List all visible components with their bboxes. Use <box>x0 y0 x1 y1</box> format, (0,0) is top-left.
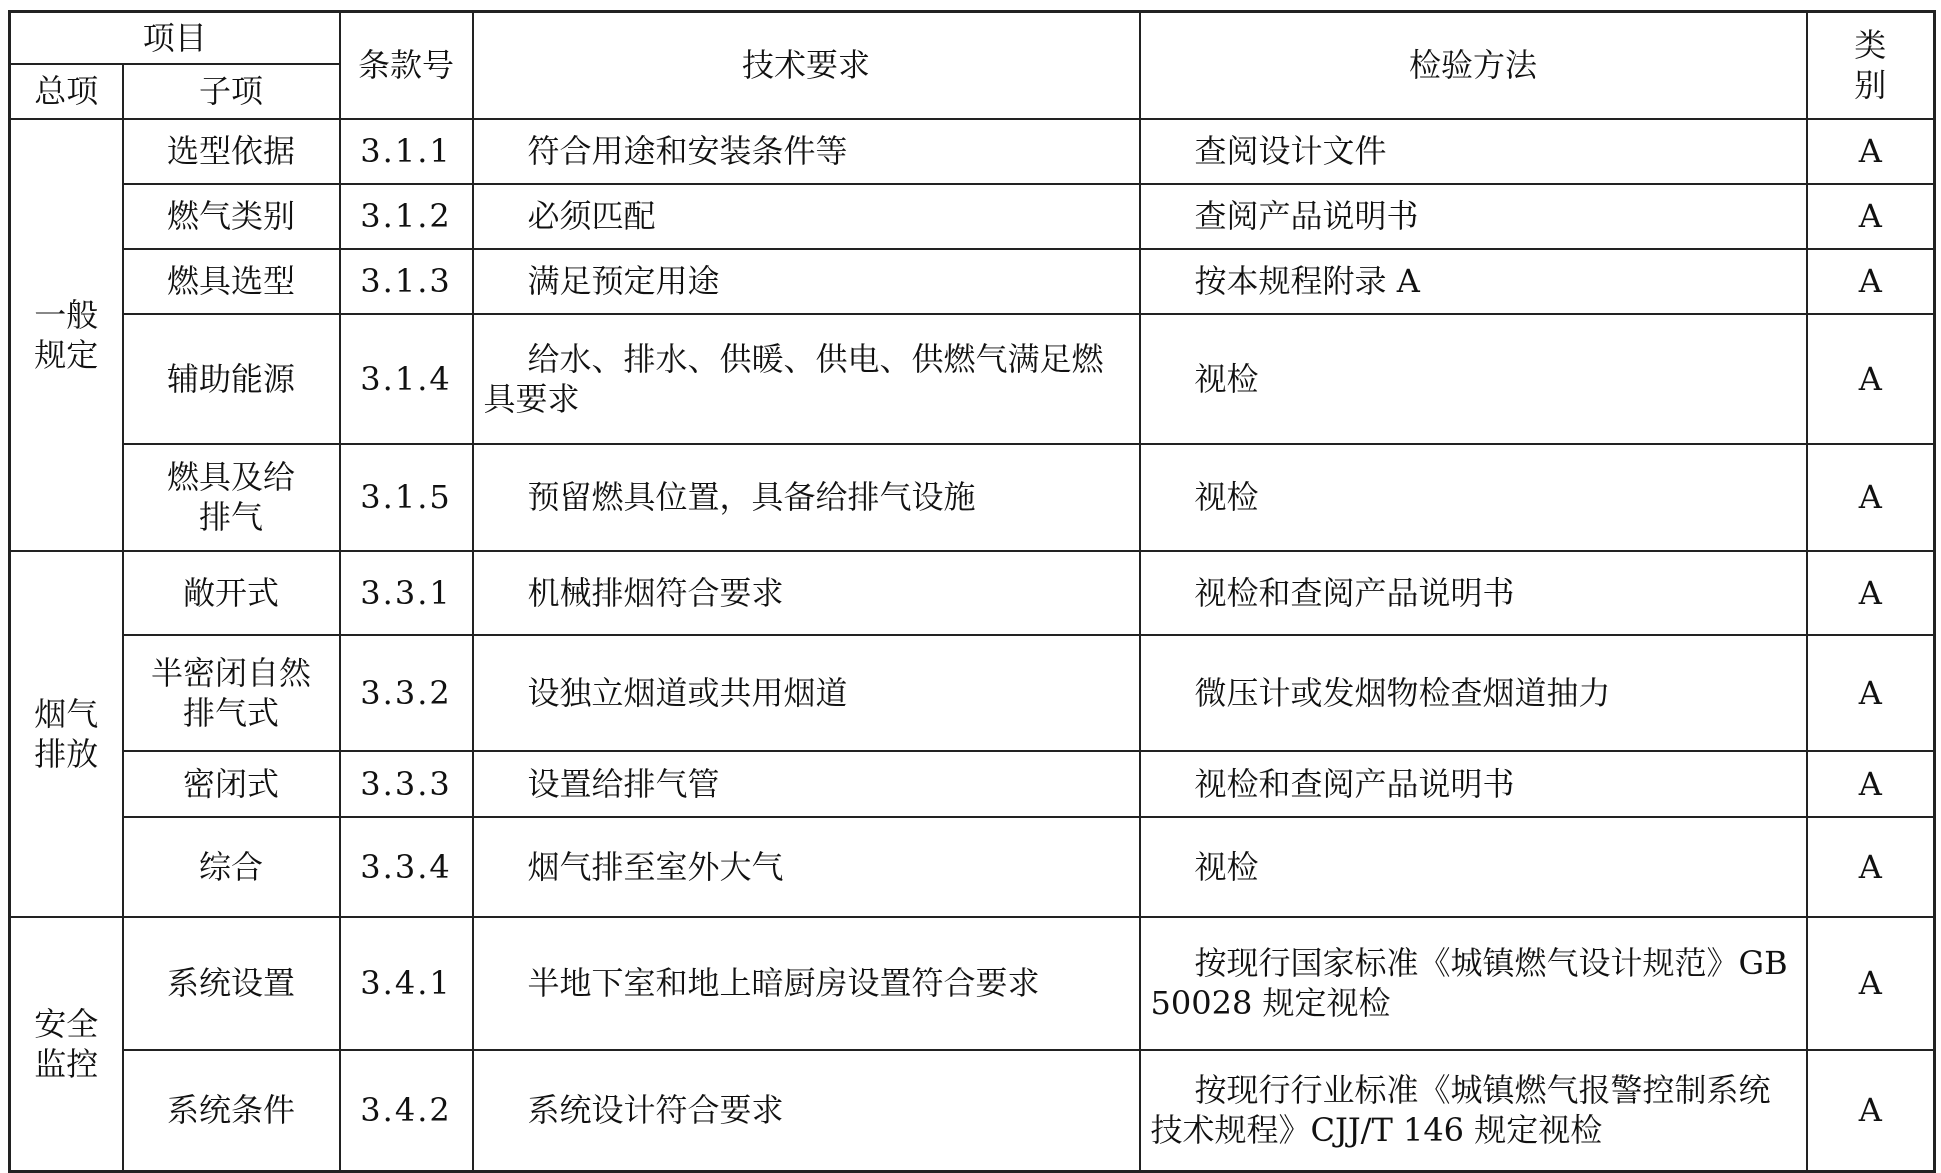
sub-item: 系统设置 <box>123 917 340 1050</box>
sub-item: 半密闭自然排气式 <box>123 635 340 751</box>
requirement-cell <box>473 1050 1140 1172</box>
requirement-cell <box>473 249 1140 314</box>
method-cell <box>1140 635 1807 751</box>
group-name-flue <box>10 551 123 917</box>
requirement-text: 烟气排至室外大气 <box>527 847 784 886</box>
group-name-line: 排放 <box>34 734 99 773</box>
method-text: 视检 <box>1194 359 1259 398</box>
method-cell: 按现行行业标准《城镇燃气报警控制系统技术规程》CJJ/T 146 规定视检 <box>1140 1050 1807 1172</box>
header-method: 检验方法 <box>1140 12 1807 119</box>
method-text: 视检和查阅产品说明书 <box>1194 764 1515 803</box>
requirement-text: 预留燃具位置，具备给排气设施 <box>527 478 976 516</box>
clause-number: 3.4.2 <box>340 1050 473 1172</box>
category-cell: A <box>1807 551 1935 635</box>
requirement-text: 符合用途和安装条件等 <box>527 132 848 170</box>
requirement-text: 必须匹配 <box>527 197 656 235</box>
clause-number: 3.3.3 <box>340 751 473 817</box>
sub-item: 敞开式 <box>123 551 340 635</box>
clause-number: 3.4.1 <box>340 917 473 1050</box>
table-row <box>10 119 1935 184</box>
sub-item: 燃具及给排气 <box>123 444 340 551</box>
category-cell: A <box>1807 314 1935 444</box>
requirement-text: 半地下室和地上暗厨房设置符合要求 <box>527 964 1040 1002</box>
requirement-cell <box>473 551 1140 635</box>
method-cell <box>1140 314 1807 444</box>
header-category-line1: 类 <box>1854 26 1887 65</box>
requirement-text: 系统设计符合要求 <box>527 1091 784 1130</box>
requirement-text: 设独立烟道或共用烟道 <box>527 673 848 712</box>
requirement-cell <box>473 184 1140 249</box>
sub-item: 辅助能源 <box>123 314 340 444</box>
sub-item: 燃具选型 <box>123 249 340 314</box>
table-row <box>10 817 1935 917</box>
sub-item: 系统条件 <box>123 1050 340 1172</box>
category-cell: A <box>1807 184 1935 249</box>
header-category <box>1807 12 1935 119</box>
clause-number: 3.3.4 <box>340 817 473 917</box>
table-row <box>10 444 1935 551</box>
requirement-cell <box>473 751 1140 817</box>
method-cell <box>1140 249 1807 314</box>
sub-item: 燃气类别 <box>123 184 340 249</box>
method-text: 视检 <box>1194 847 1259 886</box>
table-row <box>10 917 1935 1050</box>
requirement-cell <box>473 444 1140 551</box>
clause-number: 3.3.1 <box>340 551 473 635</box>
clause-number: 3.1.3 <box>340 249 473 314</box>
method-text: 查阅产品说明书 <box>1194 197 1419 235</box>
method-cell <box>1140 817 1807 917</box>
clause-number: 3.1.5 <box>340 444 473 551</box>
group-name-safety <box>10 917 123 1172</box>
method-text: 视检 <box>1194 478 1259 516</box>
category-cell: A <box>1807 249 1935 314</box>
requirement-text: 满足预定用途 <box>527 262 720 300</box>
table-row <box>10 314 1935 444</box>
requirement-cell <box>473 917 1140 1050</box>
header-sub: 子项 <box>123 64 340 119</box>
requirement-cell <box>473 119 1140 184</box>
requirement-text: 机械排烟符合要求 <box>527 573 784 612</box>
method-text: 查阅设计文件 <box>1194 132 1387 170</box>
header-group: 总项 <box>10 64 123 119</box>
group-name-line: 监控 <box>34 1044 99 1083</box>
header-row-1 <box>10 12 1935 64</box>
category-cell: A <box>1807 635 1935 751</box>
table-row <box>10 184 1935 249</box>
group-name-line: 规定 <box>34 335 99 374</box>
header-item: 项目 <box>10 12 340 64</box>
header-category-line2: 别 <box>1854 66 1887 105</box>
sub-item: 综合 <box>123 817 340 917</box>
inspection-table <box>8 10 1936 1173</box>
sub-item: 密闭式 <box>123 751 340 817</box>
table-row <box>10 751 1935 817</box>
group-name-general <box>10 119 123 551</box>
category-cell: A <box>1807 751 1935 817</box>
group-name-line: 安全 <box>34 1004 99 1043</box>
clause-number: 3.1.2 <box>340 184 473 249</box>
requirement-cell: 给水、排水、供暖、供电、供燃气满足燃具要求 <box>473 314 1140 444</box>
header-requirement: 技术要求 <box>473 12 1140 119</box>
table-row <box>10 635 1935 751</box>
clause-number: 3.1.4 <box>340 314 473 444</box>
category-cell: A <box>1807 917 1935 1050</box>
method-cell <box>1140 444 1807 551</box>
header-clause: 条款号 <box>340 12 473 119</box>
sub-item: 选型依据 <box>123 119 340 184</box>
group-name-line: 一般 <box>34 295 99 334</box>
clause-number: 3.1.1 <box>340 119 473 184</box>
requirement-cell <box>473 817 1140 917</box>
method-cell: 按现行国家标准《城镇燃气设计规范》GB 50028 规定视检 <box>1140 917 1807 1050</box>
requirement-text: 设置给排气管 <box>527 764 720 803</box>
group-name-line: 烟气 <box>34 694 99 733</box>
table-row <box>10 249 1935 314</box>
category-cell: A <box>1807 119 1935 184</box>
method-cell <box>1140 751 1807 817</box>
category-cell: A <box>1807 1050 1935 1172</box>
method-cell <box>1140 551 1807 635</box>
method-cell <box>1140 184 1807 249</box>
table-row <box>10 551 1935 635</box>
category-cell: A <box>1807 817 1935 917</box>
method-text: 微压计或发烟物检查烟道抽力 <box>1194 673 1611 712</box>
table-row <box>10 1050 1935 1172</box>
method-text: 按本规程附录 A <box>1194 262 1420 300</box>
method-cell <box>1140 119 1807 184</box>
requirement-cell <box>473 635 1140 751</box>
category-cell: A <box>1807 444 1935 551</box>
clause-number: 3.3.2 <box>340 635 473 751</box>
method-text: 视检和查阅产品说明书 <box>1194 573 1515 612</box>
